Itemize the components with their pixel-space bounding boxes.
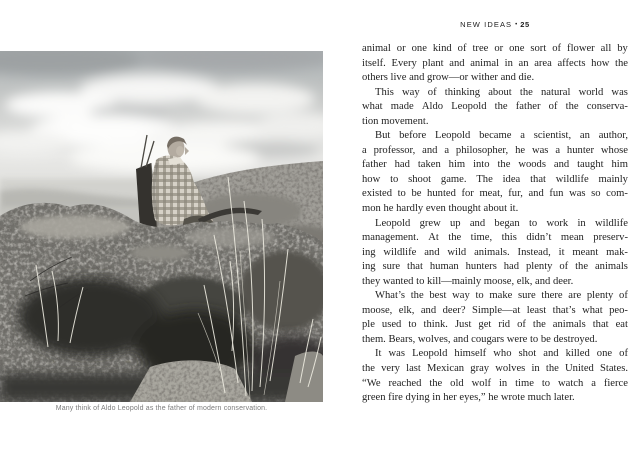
text-line: ing sure that human hunters had plenty of the animals — [362, 261, 628, 273]
text-line: they wanted to kill—mainly moose, elk, and deer. — [362, 275, 574, 287]
header-separator-dot: • — [515, 22, 518, 28]
body-text — [362, 42, 628, 406]
page-number: 25 — [520, 20, 530, 29]
text-line: ple used to think. Just get rid of the animals that eat — [362, 319, 628, 331]
text-line: them. Bears, wolves, and cougars were to be destroyed. — [362, 333, 598, 345]
text-line: the very last Mexican gray wolves in the United States. — [362, 363, 628, 375]
photo-illustration — [0, 51, 323, 402]
photo — [0, 51, 323, 402]
text-line: “We reached the old wolf in time to watch a fierce — [362, 377, 628, 389]
text-line: What’s the best way to make sure there are plenty of — [375, 290, 628, 302]
text-line: moose, elk, and deer? Simple—at least that’s what peo- — [362, 304, 628, 316]
text-line: others live and grow—or wither and die. — [362, 72, 535, 84]
text-line: itself. Every plant and animal in an area affects how the — [362, 57, 628, 69]
text-line: mon he hardly even thought about it. — [362, 203, 519, 215]
photo-caption: Many think of Aldo Leopold as the father of modern conservation. — [55, 405, 268, 412]
text-line: management. At the time, this didn’t mean preserv- — [362, 232, 628, 244]
text-line: It was Leopold himself who shot and killed one of — [375, 348, 628, 360]
text-line: how to shoot game. The idea that wildlife mainly — [362, 173, 628, 185]
running-head — [362, 20, 628, 29]
text-line: a professor, and a philosopher, he was a hunter whose — [362, 144, 628, 156]
text-line: ing wildlife and wild animals. Instead, it meant mak- — [362, 246, 628, 258]
text-line: But before Leopold became a scientist, an author, — [375, 130, 628, 142]
text-line: father had taken him into the woods and taught him — [362, 159, 628, 171]
text-line: Leopold grew up and began to work in wildlife — [375, 217, 628, 229]
text-line: tion movement. — [362, 115, 429, 127]
text-line: existed to be hunted for meat, fur, and fun was so com- — [362, 188, 628, 200]
text-line: This way of thinking about the natural world was — [375, 86, 628, 98]
section-title: NEW IDEAS — [460, 20, 513, 29]
text-line: green fire dying in her eyes,” he wrote much later. — [362, 392, 575, 404]
text-line: animal or one kind of tree or one sort of flower all by — [362, 43, 628, 54]
text-line: what made Aldo Leopold the father of the conserva- — [362, 101, 628, 113]
